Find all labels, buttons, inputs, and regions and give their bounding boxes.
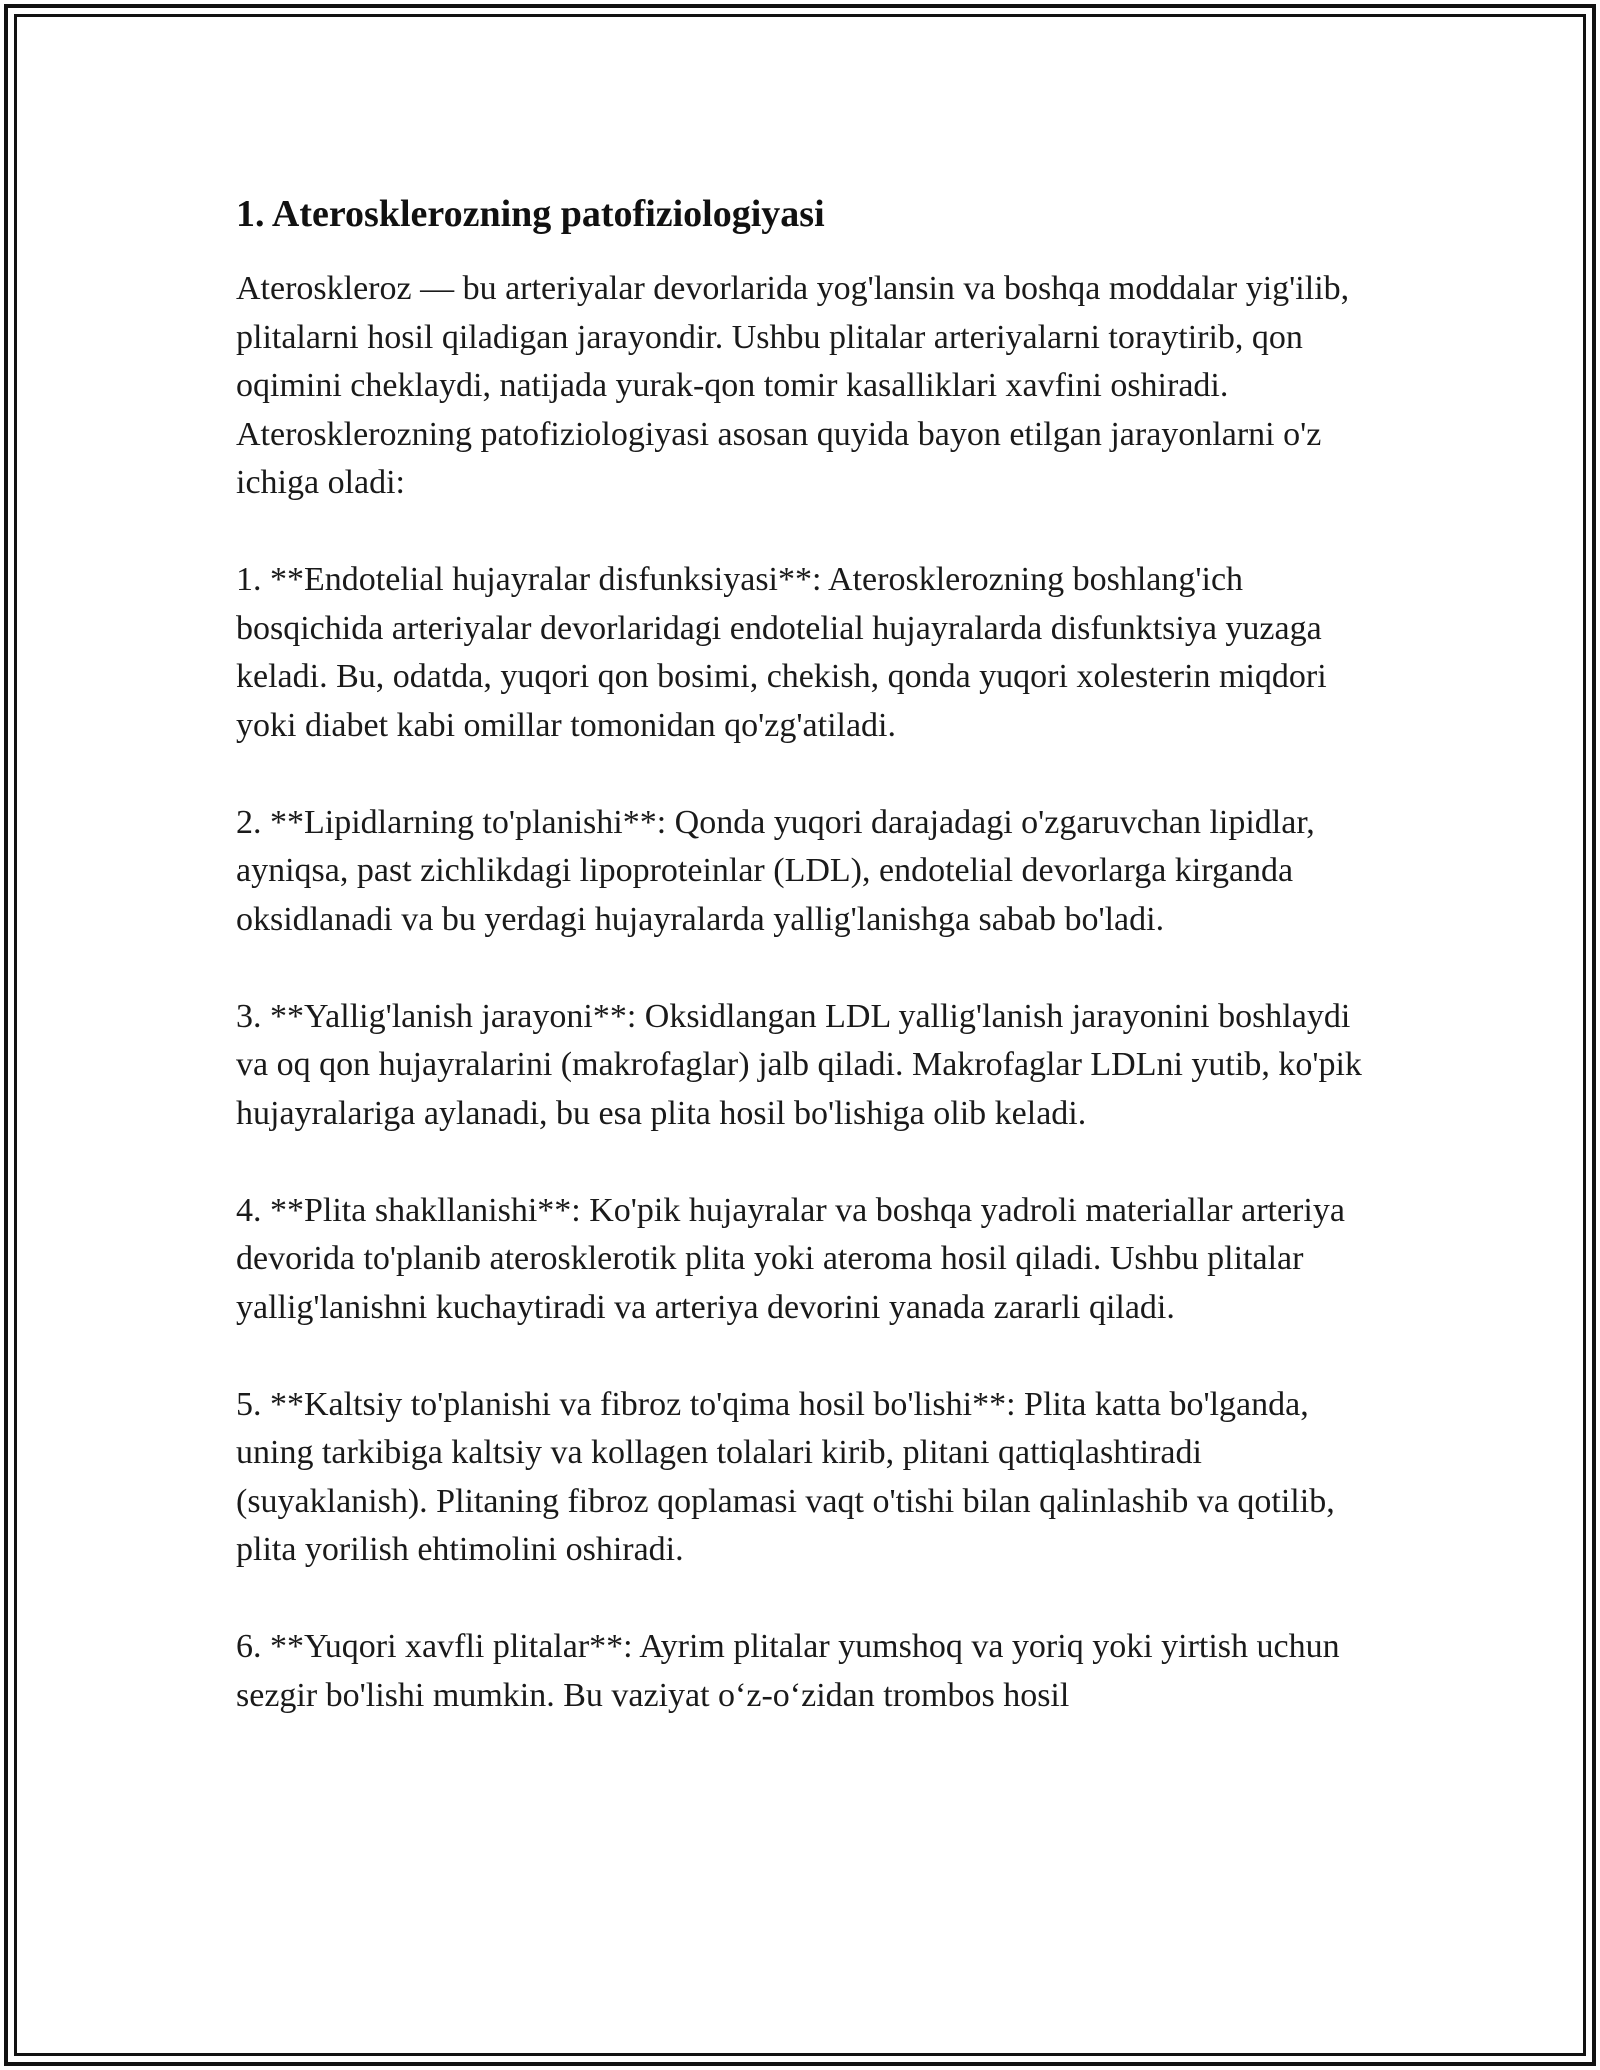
intro-paragraph: Ateroskleroz — bu arteriyalar devorlarida yog'lansin va boshqa moddalar yig'ilib, plitalarni hosil qiladigan jarayondir. Ushbu plitalar arteriyalarni toraytirib, qon oqimini cheklaydi, natijada yurak-qon tomir kasalliklari xavfini oshiradi. Aterosklerozning patofiziologiyasi asosan quyida bayon etilgan jarayonlarni o'z ichiga oladi: — [236, 270, 1350, 501]
list-item-plaque-formation: 4. **Plita shakllanishi**: Ko'pik hujayralar va boshqa yadroli materiallar arteriya devorida to'planib aterosklerotik plita yoki ateroma hosil qiladi. Ushbu plitalar yallig'lanishni kuchaytiradi va arteriya devorini yanada zararli qiladi. — [236, 1191, 1345, 1326]
list-item-lipid-accumulation: 2. **Lipidlarning to'planishi**: Qonda yuqori darajadagi o'zgaruvchan lipidlar, ayniqsa, past zichlikdagi lipoproteinlar (LDL), endotelial devorlarga kirganda oksidlanadi va bu yerdagi hujayralarda yallig'lanishga sabab bo'ladi. — [236, 803, 1315, 938]
list-item-high-risk-plaques: 6. **Yuqori xavfli plitalar**: Ayrim plitalar yumshoq va yoriq yoki yirtish uchun sezgir bo'lishi mumkin. Bu vaziyat o‘z-o‘zidan trombos hosil — [236, 1628, 1340, 1714]
document-body — [236, 188, 1386, 1720]
section-heading: 1. Aterosklerozning patofiziologiyasi — [236, 193, 825, 235]
list-item-inflammation: 3. **Yallig'lanish jarayoni**: Oksidlangan LDL yallig'lanish jarayonini boshlaydi va oq qon hujayralarini (makrofaglar) jalb qiladi. Makrofaglar LDLni yutib, ko'pik hujayralariga aylanadi, bu esa plita hosil bo'lishiga olib keladi. — [236, 997, 1362, 1132]
list-item-calcification-fibrosis: 5. **Kaltsiy to'planishi va fibroz to'qima hosil bo'lishi**: Plita katta bo'lganda, uning tarkibiga kaltsiy va kollagen tolalari kirib, plitani qattiqlashtiradi (suyaklanish). Plitaning fibroz qoplamasi vaqt o'tishi bilan qalinlashib va qotilib, plita yorilish ehtimolini oshiradi. — [236, 1385, 1335, 1568]
list-item-endothelial-dysfunction: 1. **Endotelial hujayralar disfunksiyasi**: Aterosklerozning boshlang'ich bosqichida arteriyalar devorlaridagi endotelial hujayralarda disfunktsiya yuzaga keladi. Bu, odatda, yuqori qon bosimi, chekish, qonda yuqori xolesterin miqdori yoki diabet kabi omillar tomonidan qo'zg'atiladi. — [236, 561, 1327, 744]
